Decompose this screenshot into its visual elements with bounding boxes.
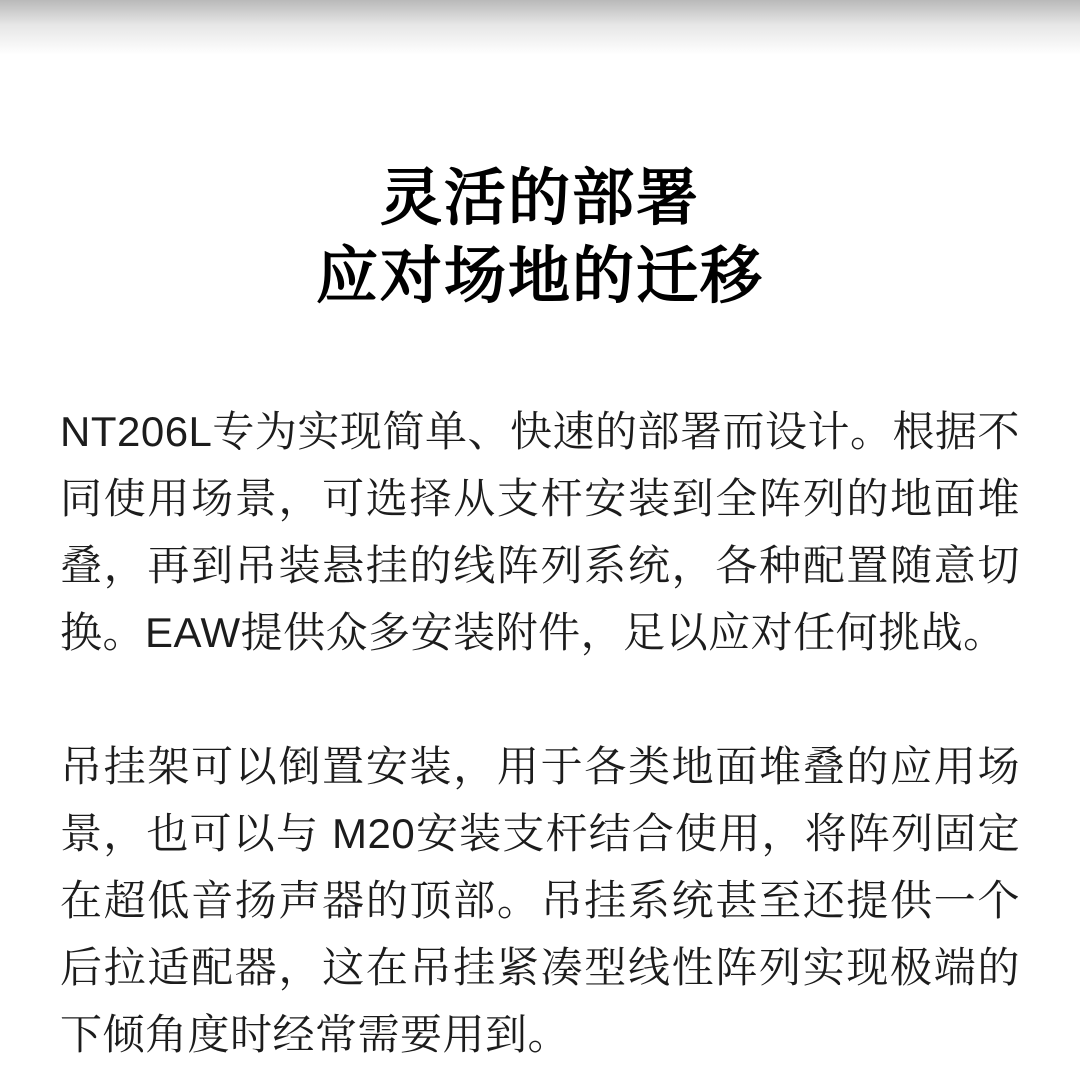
paragraph-deployment: NT206L专为实现简单、快速的部署而设计。根据不同使用场景，可选择从支杆安装到全阵列的地面堆叠，再到吊装悬挂的线阵列系统，各种配置随意切换。EAW提供众多安装附件，足以应对任何挑战。: [60, 408, 1020, 656]
body-text: [60, 398, 1020, 1065]
section-title-line1: 灵活的部署: [379, 164, 700, 233]
section-title: [0, 0, 1080, 316]
section-title-line2: 应对场地的迁移: [315, 242, 764, 311]
paragraph-rigging: 吊挂架可以倒置安装，用于各类地面堆叠的应用场景，也可以与 M20安装支杆结合使用，将阵列固定在超低音扬声器的顶部。吊挂系统甚至还提供一个后拉适配器，这在吊挂紧凑型线性阵列实现极端的下倾角度时经常需要用到。: [60, 743, 1020, 1058]
